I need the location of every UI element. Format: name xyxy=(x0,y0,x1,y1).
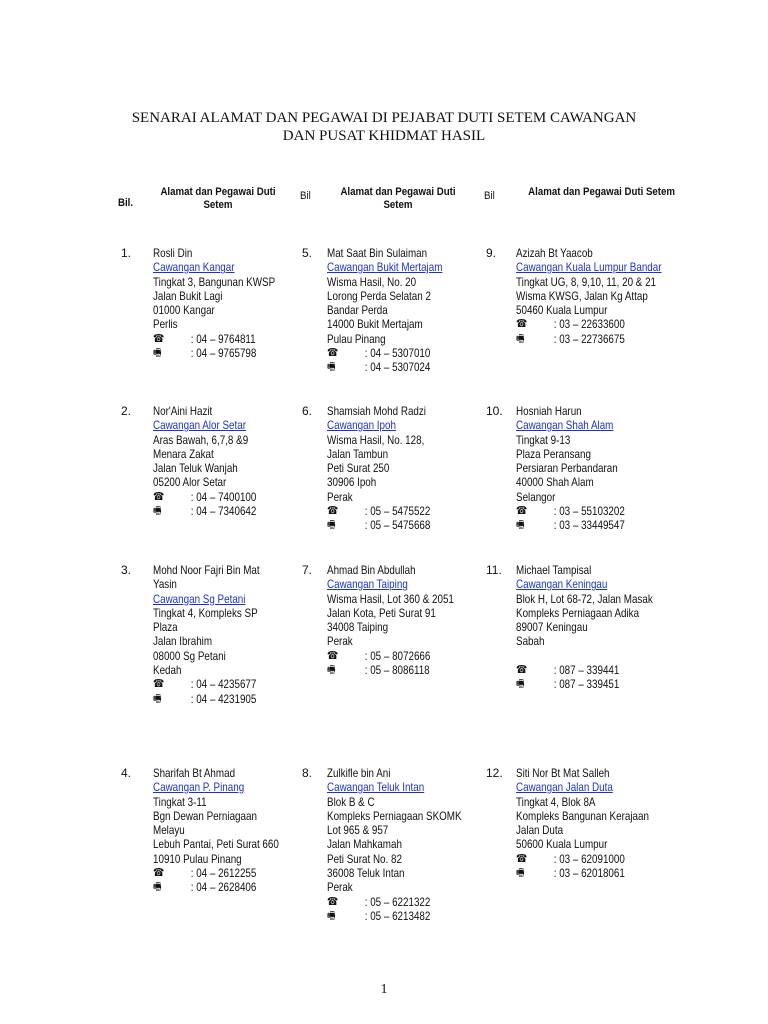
tel-row xyxy=(327,346,442,360)
officer-name: Ahmad Bin Abdullah xyxy=(327,563,416,577)
address-line: Lebuh Pantai, Peti Surat 660 xyxy=(153,837,279,852)
address-line: Wisma Hasil, No. 128, xyxy=(327,432,425,447)
address-line: 05200 Alor Setar xyxy=(153,475,227,490)
address-line: Jalan Ibrahim xyxy=(153,634,213,649)
tel-row xyxy=(327,649,454,663)
officer-name: Zulkifle bin Ani xyxy=(327,766,391,780)
address-line: 40000 Shah Alam xyxy=(516,475,594,490)
header-alamat-2: Alamat dan Pegawai Duti Setem xyxy=(340,186,456,211)
address-line: Pulau Pinang xyxy=(327,331,386,346)
address-line: 08000 Sg Petani xyxy=(153,648,226,663)
entry-number: 11. xyxy=(486,563,502,577)
header-bil-2: Bil xyxy=(300,190,311,202)
fax-row xyxy=(516,518,625,532)
tel-number: : 05 – 6221322 xyxy=(364,894,431,909)
fax-number: : 04 – 7340642 xyxy=(190,504,257,519)
branch-link[interactable]: Cawangan Teluk Intan xyxy=(327,780,425,795)
address-entry xyxy=(327,404,430,533)
tel-number: : 04 – 2612255 xyxy=(190,866,257,881)
branch-link[interactable]: Cawangan Ipoh xyxy=(327,418,396,433)
address-line: Aras Bawah, 6,7,8 &9 xyxy=(153,432,249,447)
address-line: Blok H, Lot 68-72, Jalan Masak xyxy=(516,591,653,606)
address-line: Jalan Tambun xyxy=(327,446,389,461)
officer-name-cont: Yasin xyxy=(153,577,177,592)
fax-icon: 🖷 xyxy=(327,361,336,374)
fax-icon: 🖷 xyxy=(516,678,525,691)
phone-icon: ☎ xyxy=(153,678,165,691)
address-line: Bgn Dewan Perniagaan xyxy=(153,808,257,823)
fax-number: : 087 – 339451 xyxy=(553,677,620,692)
phone-icon: ☎ xyxy=(153,490,165,503)
address-line: Menara Zakat xyxy=(153,446,214,461)
address-line: Kompleks Perniagaan Adika xyxy=(516,605,640,620)
header-bil-1: Bil. xyxy=(118,197,134,209)
tel-number: : 03 – 55103202 xyxy=(553,504,625,519)
header-alamat-3: Alamat dan Pegawai Duti Setem xyxy=(528,186,676,198)
address-line: Jalan Bukit Lagi xyxy=(153,288,223,303)
branch-link[interactable]: Cawangan Kangar xyxy=(153,260,235,275)
address-line: Perlis xyxy=(153,317,178,332)
fax-row xyxy=(153,880,279,894)
fax-number: : 05 – 8086118 xyxy=(364,663,430,678)
fax-number: : 04 – 9765798 xyxy=(190,346,257,361)
address-line: Lot 965 & 957 xyxy=(327,823,389,838)
fax-icon: 🖷 xyxy=(327,664,336,677)
tel-number: : 03 – 22633600 xyxy=(553,317,625,332)
branch-link[interactable]: Cawangan Jalan Duta xyxy=(516,780,613,795)
page-number: 1 xyxy=(380,982,388,997)
address-line: Perak xyxy=(327,489,353,504)
tel-number: : 087 – 339441 xyxy=(553,663,620,678)
officer-name: Mat Saat Bin Sulaiman xyxy=(327,246,428,260)
entry-number: 8. xyxy=(302,766,313,780)
officer-name: Shamsiah Mohd Radzi xyxy=(327,404,427,418)
address-line: 36008 Teluk Intan xyxy=(327,866,405,881)
fax-icon: 🖷 xyxy=(516,332,525,345)
address-line xyxy=(516,649,653,663)
fax-icon: 🖷 xyxy=(153,881,162,894)
officer-name: Azizah Bt Yaacob xyxy=(516,246,593,260)
fax-row xyxy=(327,360,442,374)
fax-icon: 🖷 xyxy=(153,692,162,705)
address-line: Sabah xyxy=(516,634,545,649)
entry-number: 2. xyxy=(121,404,132,418)
address-line: Tingkat 3-11 xyxy=(153,794,207,809)
officer-name: Hosniah Harun xyxy=(516,404,582,418)
phone-icon: ☎ xyxy=(327,649,339,662)
fax-row xyxy=(153,346,275,360)
document-title-line1: SENARAI ALAMAT DAN PEGAWAI DI PEJABAT DUTI SETEM CAWANGAN xyxy=(131,110,637,126)
branch-link[interactable]: Cawangan Alor Setar xyxy=(153,418,246,433)
branch-link[interactable]: Cawangan P. Pinang xyxy=(153,780,245,795)
tel-number: : 03 – 62091000 xyxy=(553,851,625,866)
fax-row xyxy=(516,332,662,346)
tel-row xyxy=(327,504,430,518)
address-line: Tingkat UG, 8, 9,10, 11, 20 & 21 xyxy=(516,274,657,289)
officer-name: Rosli Din xyxy=(153,246,193,260)
officer-name: Nor'Aini Hazit xyxy=(153,404,213,418)
tel-row xyxy=(516,317,662,331)
fax-icon: 🖷 xyxy=(327,519,336,532)
address-entry xyxy=(327,766,462,923)
address-line: Bandar Perda xyxy=(327,303,388,318)
fax-icon: 🖷 xyxy=(327,909,336,922)
fax-number: : 05 – 6213482 xyxy=(364,908,431,923)
phone-icon: ☎ xyxy=(153,332,165,345)
address-line: Melayu xyxy=(153,823,185,838)
entry-number: 4. xyxy=(121,766,132,780)
address-line: 50600 Kuala Lumpur xyxy=(516,837,608,852)
address-line: Tingkat 4, Kompleks SP xyxy=(153,605,258,620)
address-line: Wisma Hasil, No. 20 xyxy=(327,274,417,289)
fax-number: : 04 – 4231905 xyxy=(190,691,257,706)
address-line: Kompleks Perniagaan SKOMK xyxy=(327,808,462,823)
branch-link[interactable]: Cawangan Kuala Lumpur Bandar xyxy=(516,260,662,275)
fax-number: : 04 – 5307024 xyxy=(364,360,431,375)
tel-row xyxy=(153,490,256,504)
officer-name: Michael Tampisal xyxy=(516,563,592,577)
address-line: Tingkat 9-13 xyxy=(516,432,571,447)
header-alamat-1: Alamat dan Pegawai Duti Setem xyxy=(160,186,276,211)
fax-number: : 03 – 22736675 xyxy=(553,331,625,346)
fax-row xyxy=(327,663,454,677)
tel-number: : 05 – 5475522 xyxy=(364,504,431,519)
entry-number: 7. xyxy=(302,563,313,577)
address-line: Jalan Mahkamah xyxy=(327,837,402,852)
tel-row xyxy=(153,866,279,880)
fax-icon: 🖷 xyxy=(516,867,525,880)
address-line: Blok B & C xyxy=(327,794,375,809)
fax-number: : 03 – 33449547 xyxy=(553,518,625,533)
entry-number: 3. xyxy=(121,563,132,577)
address-entry xyxy=(153,563,260,706)
address-entry xyxy=(327,563,454,677)
address-line: 10910 Pulau Pinang xyxy=(153,851,242,866)
address-line: Peti Surat No. 82 xyxy=(327,851,402,866)
phone-icon: ☎ xyxy=(153,867,165,880)
entry-number: 12. xyxy=(486,766,503,780)
address-line: Plaza xyxy=(153,620,178,635)
branch-link[interactable]: Cawangan Taiping xyxy=(327,577,408,592)
entry-number: 5. xyxy=(302,246,313,260)
address-line: Jalan Kota, Peti Surat 91 xyxy=(327,605,436,620)
entry-number: 10. xyxy=(486,404,503,418)
phone-icon: ☎ xyxy=(516,664,528,677)
address-line: Plaza Peransang xyxy=(516,446,591,461)
fax-number: : 05 – 5475668 xyxy=(364,518,431,533)
fax-number: : 04 – 2628406 xyxy=(190,880,257,895)
officer-name: Siti Nor Bt Mat Salleh xyxy=(516,766,610,780)
address-line: Tingkat 4, Blok 8A xyxy=(516,794,596,809)
address-line: Perak xyxy=(327,880,353,895)
address-entry xyxy=(153,404,256,518)
phone-icon: ☎ xyxy=(327,347,339,360)
phone-icon: ☎ xyxy=(516,505,528,518)
fax-row xyxy=(516,866,649,880)
address-line: 14000 Bukit Mertajam xyxy=(327,317,423,332)
phone-icon: ☎ xyxy=(327,895,339,908)
address-entry xyxy=(516,766,649,880)
tel-row xyxy=(516,663,653,677)
address-line: Peti Surat 250 xyxy=(327,461,390,476)
address-line: Perak xyxy=(327,634,353,649)
phone-icon: ☎ xyxy=(327,505,339,518)
phone-icon: ☎ xyxy=(516,318,528,331)
address-line: 34008 Taiping xyxy=(327,620,389,635)
fax-icon: 🖷 xyxy=(153,505,162,518)
address-entry xyxy=(153,246,275,360)
tel-row xyxy=(516,852,649,866)
tel-row xyxy=(153,332,275,346)
branch-link[interactable]: Cawangan Keningau xyxy=(516,577,608,592)
address-entry xyxy=(516,246,662,346)
address-line: Persiaran Perbandaran xyxy=(516,461,618,476)
branch-link[interactable]: Cawangan Shah Alam xyxy=(516,418,614,433)
fax-row xyxy=(516,677,653,691)
tel-number: : 04 – 5307010 xyxy=(364,346,431,361)
document-title-line2: DAN PUSAT KHIDMAT HASIL xyxy=(282,128,486,144)
tel-number: : 05 – 8072666 xyxy=(364,648,431,663)
fax-row xyxy=(153,692,260,706)
address-line: Jalan Teluk Wanjah xyxy=(153,461,238,476)
address-line: 50460 Kuala Lumpur xyxy=(516,303,608,318)
address-line: Kompleks Bangunan Kerajaan xyxy=(516,808,649,823)
officer-name: Sharifah Bt Ahmad xyxy=(153,766,236,780)
tel-row xyxy=(327,895,462,909)
entry-number: 9. xyxy=(486,246,497,260)
address-line: 30906 Ipoh xyxy=(327,475,377,490)
branch-link[interactable]: Cawangan Bukit Mertajam xyxy=(327,260,443,275)
address-line: Wisma Hasil, Lot 360 & 2051 xyxy=(327,591,454,606)
address-entry xyxy=(516,404,625,533)
branch-link[interactable]: Cawangan Sg Petani xyxy=(153,591,246,606)
fax-icon: 🖷 xyxy=(153,347,162,360)
address-line: Kedah xyxy=(153,663,182,678)
tel-number: : 04 – 4235677 xyxy=(190,677,257,692)
address-line: Jalan Duta xyxy=(516,823,564,838)
fax-row xyxy=(153,504,256,518)
fax-row xyxy=(327,909,462,923)
tel-number: : 04 – 9764811 xyxy=(190,331,256,346)
address-line: 89007 Keningau xyxy=(516,620,588,635)
address-line: Wisma KWSG, Jalan Kg Attap xyxy=(516,288,648,303)
header-bil-3: Bil xyxy=(484,190,495,202)
fax-row xyxy=(327,518,430,532)
phone-icon: ☎ xyxy=(516,852,528,865)
address-entry xyxy=(327,246,442,375)
entry-number: 6. xyxy=(302,404,313,418)
fax-number: : 03 – 62018061 xyxy=(553,866,625,881)
tel-row xyxy=(153,677,260,691)
address-line: Lorong Perda Selatan 2 xyxy=(327,288,431,303)
fax-icon: 🖷 xyxy=(516,519,525,532)
address-line: Selangor xyxy=(516,489,556,504)
tel-row xyxy=(516,504,625,518)
address-line: 01000 Kangar xyxy=(153,303,215,318)
address-entry xyxy=(153,766,279,895)
address-line: Tingkat 3, Bangunan KWSP xyxy=(153,274,276,289)
address-entry xyxy=(516,563,653,692)
officer-name: Mohd Noor Fajri Bin Mat xyxy=(153,563,260,577)
tel-number: : 04 – 7400100 xyxy=(190,489,257,504)
entry-number: 1. xyxy=(121,246,132,260)
